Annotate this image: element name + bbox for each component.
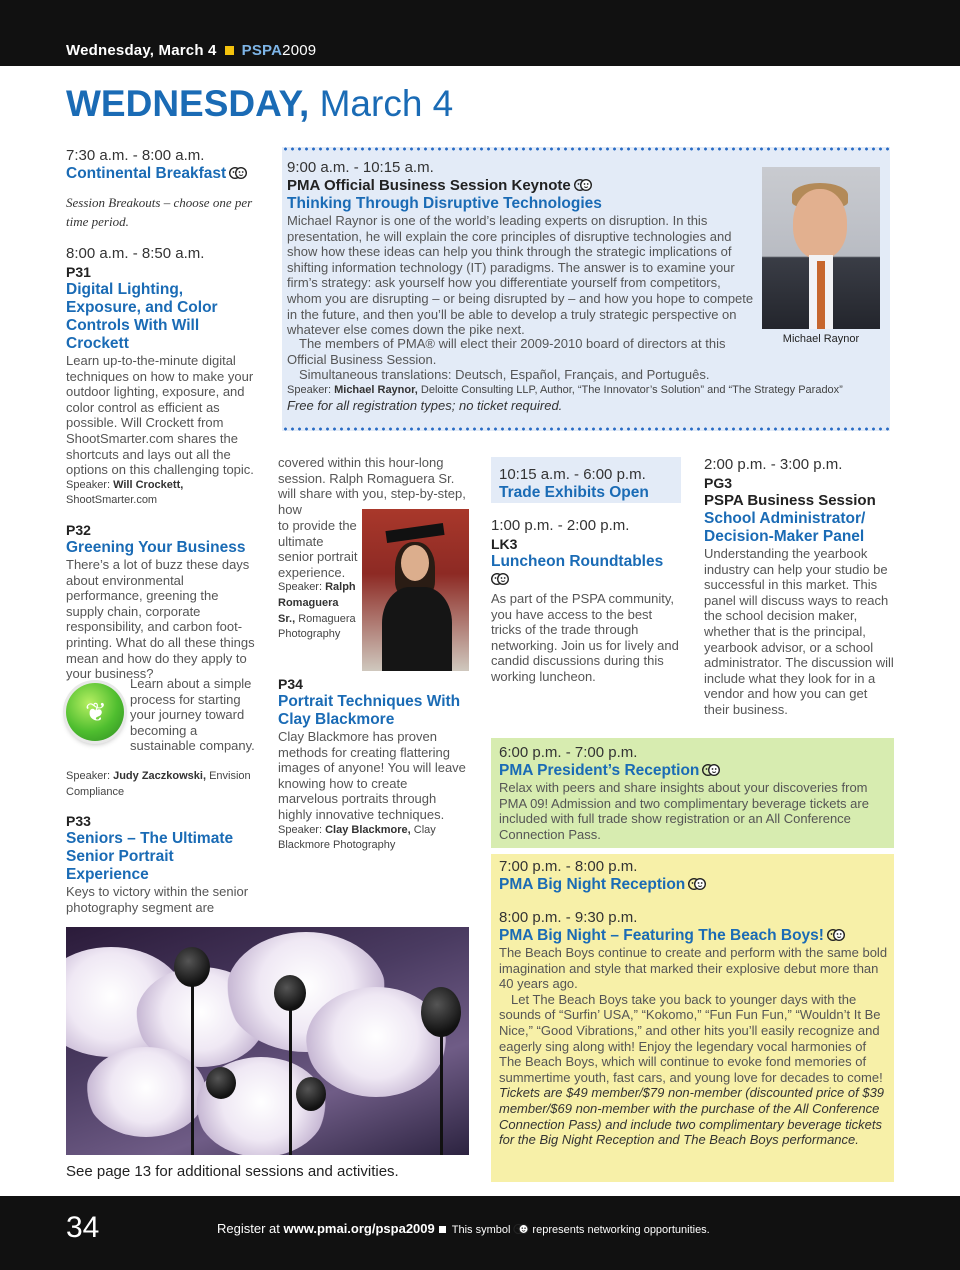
column-1 <box>66 147 258 682</box>
keynote-body-2: The members of PMA® will elect their 2009-2010 board of directors at this Official Business Session. <box>287 336 726 367</box>
bignight-title: PMA Big Night – Featuring The Beach Boys! <box>499 927 889 945</box>
lk3-code: LK3 <box>491 536 518 552</box>
square-bullet-icon <box>225 46 234 55</box>
page-title-day: WEDNESDAY, <box>66 83 310 124</box>
networking-icon <box>229 166 247 180</box>
p34-title: Portrait Techniques With Clay Blackmore <box>278 693 461 728</box>
graduate-photo <box>362 509 469 671</box>
reception-time: 6:00 p.m. - 7:00 p.m. <box>499 744 638 761</box>
dotted-rule-bottom <box>282 427 890 431</box>
p34-speaker: Speaker: Clay Blackmore, Clay Blackmore Photography <box>278 823 436 852</box>
p31-body: Learn up-to-the-minute digital techniques on how to make your outdoor lighting, exposure, and color control as efficient as possible. Will Crockett from ShootSmarter.com shares the shortcuts and lays out all the options on this challenging topic. <box>66 353 254 478</box>
bignight-reception-time: 7:00 p.m. - 8:00 p.m. <box>499 858 638 875</box>
header-bar <box>0 0 960 66</box>
keynote-text-lower <box>287 336 887 414</box>
p33-title: Seniors – The Ultimate Senior Portrait Experience <box>66 830 234 884</box>
p34-code: P34 <box>278 676 303 692</box>
p34-body: Clay Blackmore has proven methods for creating flattering images of anyone! You will leave knowing how to create marvelous portraits through highly innovative techniques. <box>278 729 466 822</box>
register-link[interactable]: www.pmai.org/pspa2009 <box>283 1221 435 1236</box>
keynote-speaker: Speaker: Michael Raynor, Deloitte Consulting LLP, Author, “The Innovator’s Solution” and “The Strategy Paradox” <box>287 383 843 396</box>
p33-continued-b: to provide the ultimate senior portrait experience. <box>278 518 358 580</box>
keynote-title: PMA Official Business Session Keynote <box>287 177 755 195</box>
pg3-heading: PSPA Business Session <box>704 492 876 509</box>
networking-icon <box>827 928 845 942</box>
p32-speaker: Speaker: Judy Zaczkowski, Envision Compliance <box>66 770 251 798</box>
bignight-time: 8:00 p.m. - 9:30 p.m. <box>499 909 638 926</box>
bignight-reception-title: PMA Big Night Reception <box>499 876 889 894</box>
register-line: Register at www.pmai.org/pspa2009 This symbol represents networking opportunities. <box>217 1221 710 1236</box>
trade-title: Trade Exhibits Open <box>499 484 649 501</box>
dotted-rule-top <box>282 147 890 151</box>
networking-icon <box>513 1223 529 1235</box>
column-3 <box>491 517 681 685</box>
bignight-text <box>499 858 889 1148</box>
bignight-body-1: The Beach Boys continue to create and perform with the same bold imagination and style that marked their explosive debut more than 40 years ago. <box>499 945 888 992</box>
column-2-lower <box>278 675 470 854</box>
keynote-body-1: Michael Raynor is one of the world’s leading experts on disruption. In this presentation, he will explain the core principles of disruptive technologies and show how these ideas can help you think through the strategic implications of shifting information technology (IT) paradigms. The answer is to examine your firm’s strategy: ask yourself how you differentiate yourself from competitors, whom you are disrupting – or being disrupted by – and how you hope to compete in the future, and then you’ll be able to develop a truly strategic perspective on whatever else comes down the pike next. <box>287 213 754 338</box>
see-page-note: See page 13 for additional sessions and activities. <box>66 1163 399 1180</box>
keynote-time: 9:00 a.m. - 10:15 a.m. <box>287 159 434 176</box>
p33-speaker: Speaker: Ralph Romaguera Sr., Romaguera Photography <box>278 581 356 641</box>
p32-body-b: Learn about a simple process for starting your journey toward becoming a sustainable company. <box>130 676 255 754</box>
p31-code: P31 <box>66 264 91 280</box>
pg3-code: PG3 <box>704 475 733 491</box>
p31-speaker: Speaker: Will Crockett, ShootSmarter.com <box>66 478 184 507</box>
page-title <box>66 80 453 128</box>
bignight-body-2: Let The Beach Boys take you back to younger days with the sounds of “Surfin’ USA,” “Kokomo,” “Fun Fun Fun,” “Wouldn’t It Be Nice,” “Good Vibrations,” and other hits you’ll easily recognize and eagerly sing along with! Enjoy the legendary vocal harmonies of The Beach Boys, which will continue to evoke fond memories of summertime youth, fast cars, and young love for decades to come! <box>499 991 883 1085</box>
keynote-text <box>287 159 755 338</box>
header-year: 2009 <box>282 42 317 59</box>
lk3-title: Luncheon Roundtables <box>491 553 664 570</box>
trade-time: 10:15 a.m. - 6:00 p.m. <box>499 466 646 483</box>
networking-icon <box>491 572 509 586</box>
bignight-tickets: Tickets are $49 member/$79 non-member (discounted price of $39 member/$69 non-member with the purchase of the All Conference Connection Pass) and include two complimentary beverage tickets for the Big Night Reception and The Beach Boys performance. <box>499 1085 885 1148</box>
column-1-lower <box>66 769 258 915</box>
p33-body: Keys to victory within the senior photography segment are <box>66 884 249 915</box>
p31-title: Digital Lighting, Exposure, and Color Controls With Will Crockett <box>66 281 218 352</box>
breakfast-title: Continental Breakfast <box>66 165 258 183</box>
networking-icon <box>574 178 592 192</box>
lk3-time: 1:00 p.m. - 2:00 p.m. <box>491 517 630 534</box>
p32-body-b-block <box>130 676 258 754</box>
trade-text <box>499 466 679 502</box>
keynote-subtitle: Thinking Through Disruptive Technologies <box>287 195 602 212</box>
networking-icon <box>702 763 720 777</box>
p32-code: P32 <box>66 521 91 538</box>
column-2-narrow <box>278 518 358 643</box>
reception-body: Relax with peers and share insights about your discoveries from PMA 09! Admission and two complimentary beverage tickets are included with full trade show registration or an All Conference Connection Pass. <box>499 780 869 842</box>
p31-time: 8:00 a.m. - 8:50 a.m. <box>66 245 205 262</box>
networking-icon <box>688 877 706 891</box>
pg3-title: School Administrator/ Decision-Maker Panel <box>704 510 866 545</box>
p32-body-a: There’s a lot of buzz these days about environmental performance, greening the supply chain, corporate responsibility, and carbon foot-printing. What do all these things mean and how do they apply to your business? <box>66 556 255 682</box>
leaf-icon: ❦ <box>66 683 124 741</box>
page-number: 34 <box>66 1211 100 1244</box>
keynote-body-3: Simultaneous translations: Deutsch, Español, Français, and Português. <box>299 367 710 383</box>
page-title-date: March 4 <box>309 83 454 124</box>
pg3-time: 2:00 p.m. - 3:00 p.m. <box>704 456 843 473</box>
bignight-box <box>491 854 894 1182</box>
breakouts-note: Session Breakouts – choose one per time period. <box>66 195 253 229</box>
square-bullet-icon <box>439 1226 446 1233</box>
reception-text <box>499 744 889 842</box>
lk3-body: As part of the PSPA community, you have access to the best tricks of the trade through networking. Join us for lively and candid discussions during this working luncheon. <box>491 591 679 684</box>
keynote-note: Free for all registration types; no ticket required. <box>287 398 563 414</box>
breakfast-time: 7:30 a.m. - 8:00 a.m. <box>66 147 205 164</box>
pg3-body: Understanding the yearbook industry can help your studio be successful in this market. This panel will discuss ways to reach the school decision maker, whether that is the principal, yearbook advisor, or a school administrator. The discussion will include what they look for in a vendor and how you can get their business. <box>704 546 894 717</box>
p32-title: Greening Your Business <box>66 538 246 556</box>
header-line <box>66 41 316 61</box>
photo-caption: Michael Raynor <box>782 333 860 345</box>
column-4 <box>704 456 896 718</box>
header-brand: PSPA <box>241 42 283 59</box>
speaker-photo <box>762 167 880 329</box>
reception-box <box>491 738 894 848</box>
header-date: Wednesday, March 4 <box>66 42 217 59</box>
footer-bar <box>0 1196 960 1270</box>
p33-code: P33 <box>66 813 91 830</box>
studio-umbrellas-photo <box>66 927 469 1155</box>
reception-title: PMA President’s Reception <box>499 762 889 780</box>
p33-continued-a: covered within this hour-long session. Ralph Romaguera Sr. will share with you, step-by-step, how <box>278 455 466 517</box>
